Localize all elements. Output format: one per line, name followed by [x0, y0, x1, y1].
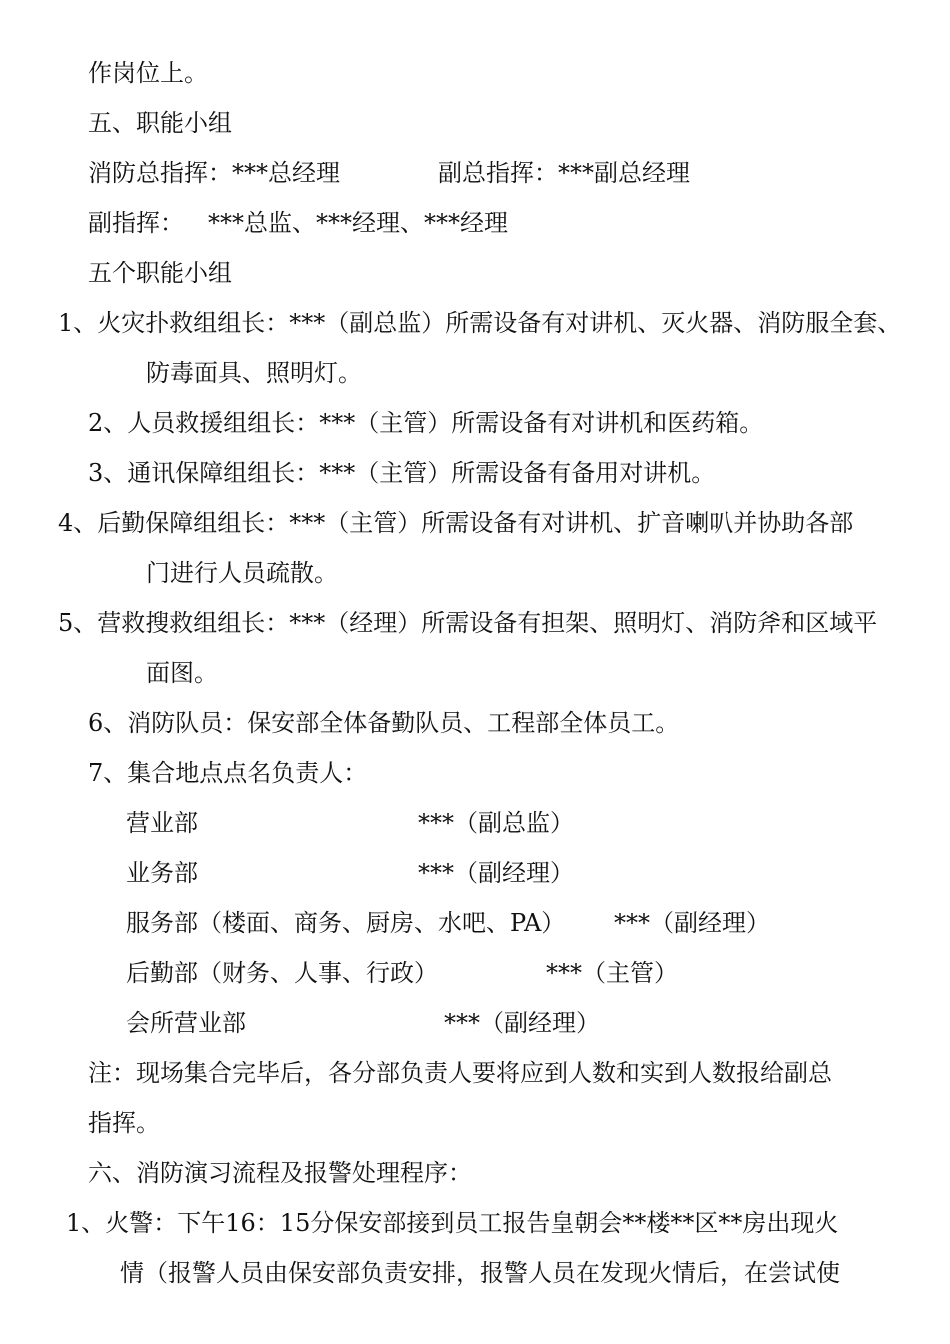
department-lead: ***（副经理）	[444, 1009, 600, 1037]
department-lead: ***（主管）	[546, 959, 678, 987]
text-line: 副总指挥：***副总经理	[438, 159, 690, 187]
section-heading: 五、职能小组	[88, 109, 232, 137]
department-name: 营业部	[126, 809, 198, 837]
department-lead: ***（副经理）	[614, 909, 770, 937]
department-lead: ***（副总监）	[418, 809, 574, 837]
note-text: 指挥。	[88, 1109, 160, 1137]
list-item: 6、消防队员：保安部全体备勤队员、工程部全体员工。	[88, 709, 680, 737]
list-item: 3、通讯保障组组长：***（主管）所需设备有备用对讲机。	[88, 459, 716, 487]
list-item: 7、集合地点点名负责人：	[88, 759, 368, 787]
department-name: 会所营业部	[126, 1009, 246, 1037]
list-item-continuation: 门进行人员疏散。	[146, 559, 338, 587]
section-heading: 六、消防演习流程及报警处理程序：	[88, 1159, 472, 1187]
text-line: 五个职能小组	[88, 259, 232, 287]
list-item-continuation: 情（报警人员由保安部负责安排，报警人员在发现火情后，在尝试使	[120, 1259, 840, 1287]
list-item: 2、人员救援组组长：***（主管）所需设备有对讲机和医药箱。	[88, 409, 764, 437]
department-lead: ***（副经理）	[418, 859, 574, 887]
list-item: 1、火警：下午16：15分保安部接到员工报告皇朝会**楼**区**房出现火	[66, 1209, 839, 1237]
text-line: ***总监、***经理、***经理	[208, 209, 508, 237]
department-name: 服务部（楼面、商务、厨房、水吧、PA）	[126, 909, 566, 937]
text-line: 作岗位上。	[88, 59, 208, 87]
list-item: 1、火灾扑救组组长：***（副总监）所需设备有对讲机、灭火器、消防服全套、	[58, 309, 902, 337]
list-item: 4、后勤保障组组长：***（主管）所需设备有对讲机、扩音喇叭并协助各部	[58, 509, 854, 537]
list-item-continuation: 面图。	[146, 659, 218, 687]
department-name: 后勤部（财务、人事、行政）	[126, 959, 438, 987]
text-line: 消防总指挥：***总经理	[88, 159, 340, 187]
list-item: 5、营救搜救组组长：***（经理）所需设备有担架、照明灯、消防斧和区域平	[58, 609, 878, 637]
list-item-continuation: 防毒面具、照明灯。	[146, 359, 362, 387]
department-name: 业务部	[126, 859, 198, 887]
note-text: 注：现场集合完毕后，各分部负责人要将应到人数和实到人数报给副总	[88, 1059, 832, 1087]
text-line: 副指挥：	[88, 209, 184, 237]
